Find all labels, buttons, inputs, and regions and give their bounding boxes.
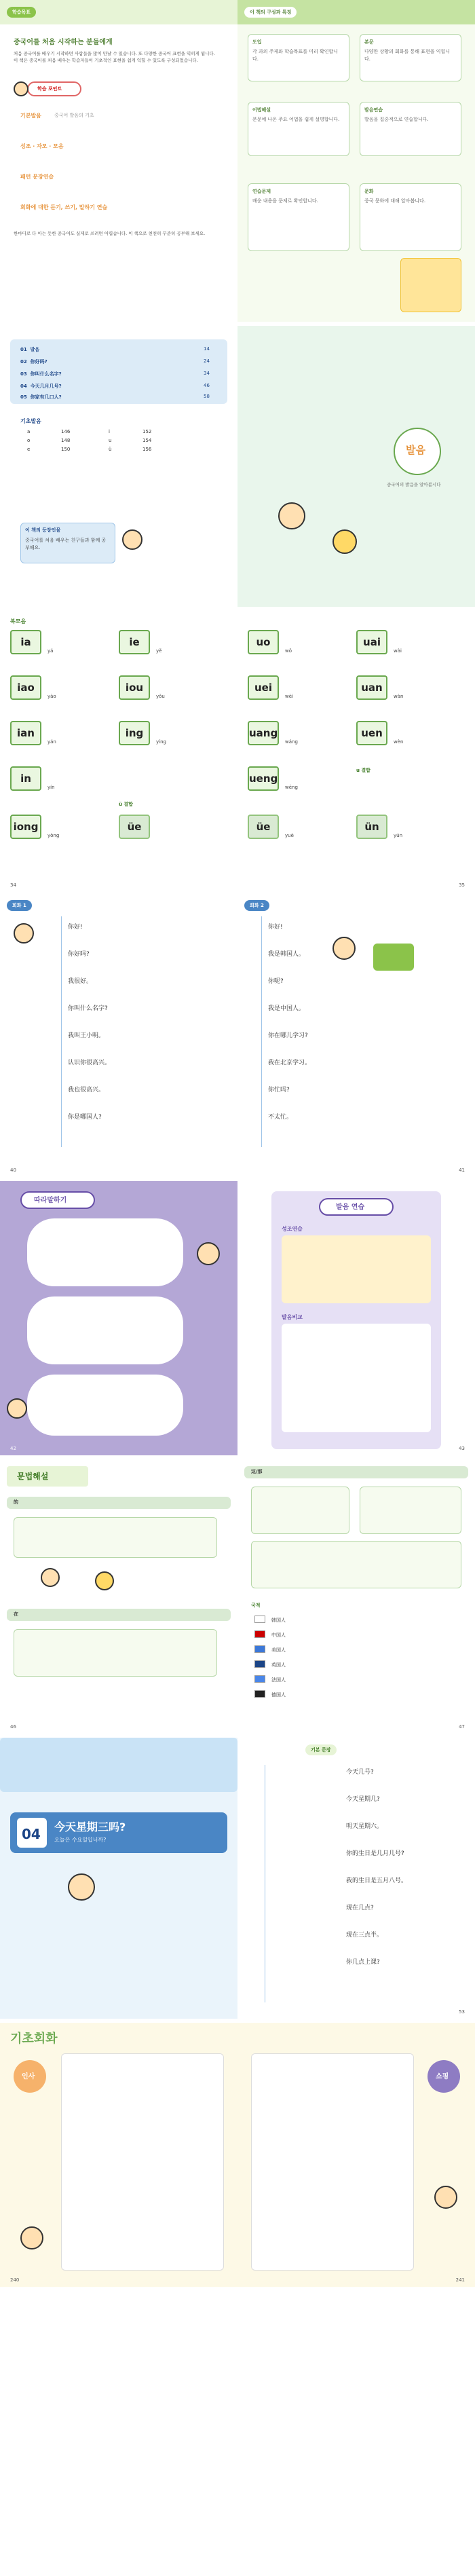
dialogue-line: 我是中国人。 [268,1005,305,1012]
character-avatar [332,529,357,554]
contents-item [20,394,62,400]
contents-title: 今天几月几号? [30,384,62,389]
spread-lesson4 [0,1738,475,2023]
pinyin-example: yín [48,785,55,790]
pinyin-box: üe [119,815,150,839]
dialogue-line: 你好! [268,924,283,931]
pinyin-box: uang [248,721,279,745]
sentence: 明天星期六。 [346,1823,383,1830]
note-box [20,523,115,563]
book-thumbnail [400,258,461,312]
spread-conversation [0,2023,475,2291]
pinyin-example: yá [48,648,54,654]
contents-num: 01 [20,347,27,352]
pinyin-example: wèn [394,739,404,745]
pinyin-example: wàn [394,694,404,699]
pinyin-box: in [10,766,41,791]
pinyin-box: ing [119,721,150,745]
grammar-item: 국적 [251,1603,261,1608]
list-page: 152 [142,429,152,434]
china-flag-icon [254,1630,265,1638]
page-left [0,0,238,322]
feature-card-4 [360,102,461,156]
pinyin-box: üe [248,815,279,839]
country-label: 中国人 [271,1632,286,1638]
list-item: e [27,447,31,452]
example-box [360,1487,461,1534]
page-right [238,1459,475,1734]
character-avatar [434,2186,457,2209]
pinyin-example: wǒ [285,648,292,654]
feature-desc: 본문에 나온 주요 어법을 쉽게 설명합니다. [252,117,340,122]
example-box [251,1541,461,1588]
example-box [14,1629,217,1677]
example-box [14,1517,217,1558]
feature-title: 본문 [364,39,374,45]
page-left [0,2023,238,2287]
contents-title: 你好吗? [30,359,48,365]
conversation-sheet [251,2053,414,2271]
dialogue-line: 我在北京学习。 [268,1060,311,1066]
feature-desc: 다양한 상황의 회화를 통해 표현을 익힙니다. [364,49,451,62]
section-tag: 이 책의 구성과 특징 [244,7,297,18]
feature-card-3 [248,102,349,156]
sentence: 现在几点? [346,1905,374,1911]
pinyin-example: yǒu [156,694,165,699]
grammar-item: 这/那 [251,1469,263,1474]
page-left [0,1181,238,1455]
page-left [0,896,238,1177]
pinyin-box: ün [356,815,387,839]
dialogue-line: 你好! [68,924,83,931]
list-title: 기초발음 [20,418,41,424]
feature-title: 도입 [252,39,262,45]
page-title: 중국어를 처음 시작하는 분들에게 [14,39,113,46]
feature-desc: 발음을 집중적으로 연습합니다. [364,117,429,122]
contents-page: 46 [204,383,210,388]
spread-grammar [0,1459,475,1738]
list-item: u [109,438,112,443]
dialogue-line: 我叫王小明。 [68,1032,105,1039]
subsection-title: 성조연습 [282,1226,303,1232]
contents-item [20,383,62,390]
pinyin-box: iong [10,815,41,839]
pinyin-example: wáng [285,739,298,745]
page-number: 35 [459,882,465,888]
pinyin-example: yuè [285,833,294,838]
page-number: 40 [10,1168,16,1173]
pinyin-box: uen [356,721,387,745]
character-avatar [41,1568,60,1587]
tip-label: 학습 포인트 [37,86,62,92]
dialogue-tag: 회화 1 [7,900,32,911]
section-title: 발음 연습 [336,1203,365,1211]
list-page: 150 [61,447,71,452]
contents-title: 你家有几口人? [30,394,62,400]
feature-card-2 [360,34,461,81]
country-label: 德国人 [271,1692,286,1698]
pinyin-box: ueng [248,766,279,791]
closing-paragraph: 한마디로 다 아는 듯한 중국어도 실제로 쓰려면 어렵습니다. 이 책으로 천천히 꾸준히 공부해 보세요. [14,231,206,236]
country-label: 美国人 [271,1647,286,1653]
sentence: 今天星期几? [346,1796,380,1803]
contents-title: 你叫什么名字? [30,371,62,377]
page-left [0,1738,238,2019]
page-number: 42 [10,1446,16,1451]
badge-title: 발음 [406,444,425,456]
page-left [0,611,238,892]
page-right [238,0,475,322]
lesson-title: 今天星期三吗? [54,1821,126,1833]
feature-title: 연습문제 [252,189,271,194]
feature-desc: 각 과의 주제와 학습목표를 미리 확인합니다. [252,49,339,62]
korea-flag-icon [254,1616,265,1623]
subsection-title: 발음비교 [282,1314,303,1320]
france-flag-icon [254,1675,265,1683]
character-avatar [122,529,142,550]
page-right [238,611,475,892]
germany-flag-icon [254,1690,265,1698]
cloud-card [27,1296,183,1364]
pinyin-example: yíng [156,739,166,745]
pinyin-example: yòng [48,833,60,838]
badge-subtitle: 중국어의 발음을 알아봅시다 [387,482,441,487]
feature-desc: 배운 내용을 문제로 확인합니다. [252,198,318,204]
pinyin-example: yào [48,694,56,699]
section-title: 문법해설 [17,1472,49,1481]
pinyin-box: uai [356,630,387,654]
spread-contents [0,326,475,611]
pinyin-example: yán [48,739,56,745]
page-right [238,2023,475,2287]
contents-page: 24 [204,358,210,364]
subhead-1: 기본발음 [20,113,41,119]
pinyin-example: wài [394,648,402,654]
contents-num: 05 [20,394,27,400]
feature-title: 문화 [364,189,374,194]
sentence: 我的生日是五月八号。 [346,1878,408,1884]
character-avatar [14,81,28,96]
contents-num: 04 [20,384,27,389]
dialogue-line: 你忙吗? [268,1087,290,1094]
note-text: 중국어를 처음 배우는 친구들과 함께 공부해요. [25,538,107,550]
pinyin-example: yún [394,833,403,838]
sentence: 你的生日是几月几号? [346,1850,404,1857]
dialogue-line: 我是韩国人。 [268,951,305,958]
dialogue-line: 不太忙。 [268,1114,293,1121]
conversation-sheet [61,2053,224,2271]
contents-item [20,371,62,377]
grammar-item: 的 [14,1499,18,1505]
lesson-subtitle: 오늘은 수요일입니까? [54,1837,107,1843]
contents-item [20,346,39,353]
timeline-line [61,916,62,1147]
character-avatar [332,937,356,960]
example-box [251,1487,349,1534]
spread-intro [0,0,475,326]
subhead-3: 패턴 문장연습 [20,174,54,180]
country-label: 英国人 [271,1662,286,1668]
feature-card-6 [360,183,461,251]
section-tag: 학습목표 [7,7,36,18]
character-avatar [278,502,305,529]
page-right [238,896,475,1177]
pinyin-box: ie [119,630,150,654]
character-avatar [7,1398,27,1419]
page-right [238,1181,475,1455]
list-item: o [27,438,31,443]
pinyin-box: uei [248,675,279,700]
list-page: 154 [142,438,152,443]
sub-title: ü 결합 [119,802,133,807]
spread-finals [0,611,475,896]
contents-title: 발음 [30,347,40,352]
pinyin-example: wēng [285,785,298,790]
list-page: 146 [61,429,71,434]
page-left [0,326,238,607]
contents-num: 03 [20,371,27,377]
pinyin-box: uan [356,675,387,700]
section-title: 기초회화 [10,2032,58,2046]
page-number: 241 [455,2277,465,2283]
list-item: i [109,429,110,434]
sub-title: u 결합 [356,768,370,773]
dialogue-line: 你好吗? [68,951,90,958]
character-avatar [68,1873,95,1901]
grammar-heading [7,1609,231,1621]
dialogue-line: 你呢? [268,978,284,985]
country-label: 法国人 [271,1677,286,1683]
list-page: 148 [61,438,71,443]
contents-page: 34 [204,371,210,376]
grammar-heading [244,1466,468,1478]
lesson-number: 04 [22,1826,41,1842]
pinyin-example: yě [156,648,162,654]
subhead-2: 성조 · 자모 · 모음 [20,143,64,149]
page-number: 41 [459,1168,465,1173]
feature-desc: 중국 문화에 대해 알아봅니다. [364,198,426,204]
cloud-card [27,1375,183,1436]
page-number: 43 [459,1446,465,1451]
contents-num: 02 [20,359,27,365]
spread-dialogue [0,896,475,1181]
dialogue-line: 认识你很高兴。 [68,1060,111,1066]
feature-card-1 [248,34,349,81]
country-label: 韩国人 [271,1618,286,1623]
page-right [238,326,475,607]
sentence: 现在三点半。 [346,1932,383,1939]
list-page: 156 [142,447,152,452]
feature-title: 어법해설 [252,107,271,113]
cloud-card [27,1218,183,1286]
page-number: 240 [10,2277,20,2283]
dialogue-line: 你在哪儿学习? [268,1032,308,1039]
section-title: 복모음 [10,618,26,624]
pinyin-box: ian [10,721,41,745]
page-left [0,1459,238,1734]
pinyin-box: uo [248,630,279,654]
list-item: ü [109,447,112,452]
intro-paragraph: 처음 중국어를 배우기 시작하면 사람들을 많이 만날 수 있습니다. 또 다양한 중국어 표현을 익히게 됩니다. 이 책은 중국어를 처음 배우는 학습자들이 기초적인 표현을 쉽게 익힐 수 있도록 구성되었습니다. [14,51,215,63]
subhead-1b: 중국어 발음의 기초 [54,113,94,118]
timeline-line [261,916,262,1147]
page-number: 47 [459,1724,465,1730]
badge-label: 쇼핑 [436,2073,449,2080]
grammar-item: 在 [14,1611,18,1617]
usa-flag-icon [254,1645,265,1653]
character-avatar [95,1571,114,1590]
contents-page: 14 [204,346,210,352]
green-sign [373,944,414,971]
dialogue-line: 我很好。 [68,978,93,985]
feature-title: 발음연습 [364,107,383,113]
cover-band [0,1738,238,1792]
section-tag: 기본 문장 [305,1744,337,1755]
tone-table [282,1235,431,1303]
spread-practice [0,1181,475,1459]
sentence: 今天几号? [346,1769,374,1776]
badge-label: 인사 [22,2073,35,2080]
character-avatar [20,2226,43,2250]
grammar-heading [7,1497,231,1509]
pinyin-example: wèi [285,694,293,699]
pinyin-box: iao [10,675,41,700]
page-number: 53 [459,2009,465,2015]
subhead-4: 회화에 대한 듣기, 쓰기, 말하기 연습 [20,204,108,210]
pinyin-box: iou [119,675,150,700]
page-number: 46 [10,1724,16,1730]
feature-card-5 [248,183,349,251]
contents-item [20,358,48,365]
sentence: 你几点上课? [346,1959,380,1966]
page-number: 34 [10,882,16,888]
dialogue-tag: 회화 2 [244,900,269,911]
dialogue-line: 你叫什么名字? [68,1005,108,1012]
contents-page: 58 [204,394,210,399]
compare-table [282,1324,431,1432]
character-avatar [14,923,34,944]
note-title: 이 책의 등장인물 [25,527,61,533]
dialogue-line: 我也很高兴。 [68,1087,105,1094]
uk-flag-icon [254,1660,265,1668]
character-avatar [197,1242,220,1265]
dialogue-line: 你是哪国人? [68,1114,102,1121]
list-item: a [27,429,31,434]
page-right [238,1738,475,2019]
pinyin-box: ia [10,630,41,654]
section-title: 따라말하기 [34,1197,67,1204]
